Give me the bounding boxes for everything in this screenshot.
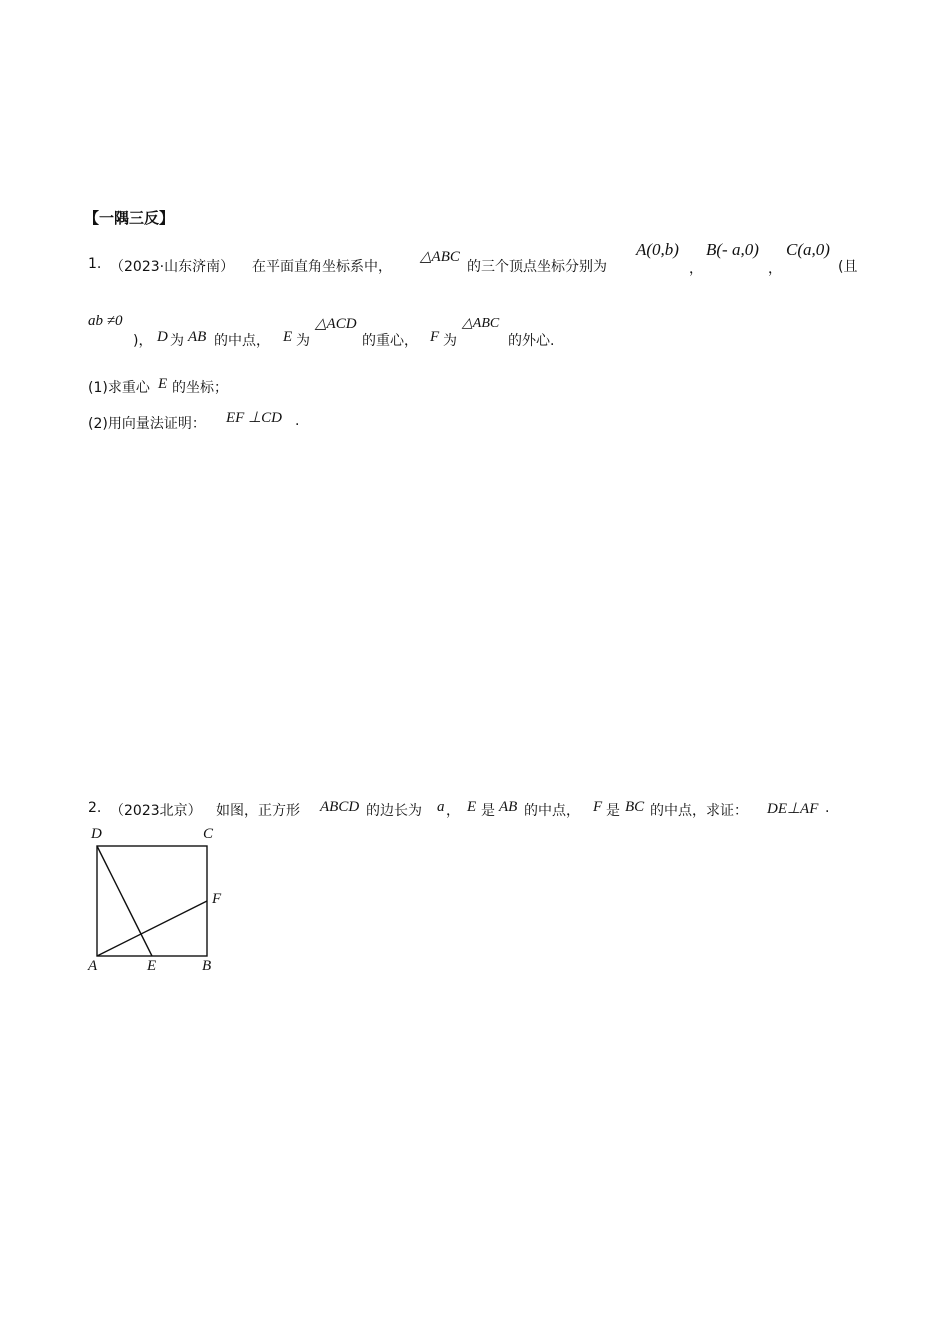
question-number: 1. bbox=[88, 256, 102, 272]
math-var-f: F bbox=[593, 799, 603, 815]
math-var-f: F bbox=[430, 329, 440, 345]
vertex-label-c: C bbox=[203, 826, 214, 842]
math-seg-ab: AB bbox=[188, 329, 207, 345]
question-text: 的中点， bbox=[524, 803, 580, 819]
math-var-e: E bbox=[467, 799, 477, 815]
square-abcd bbox=[97, 846, 207, 956]
punctuation: . bbox=[295, 413, 300, 429]
math-perpendicular-claim: EF ⊥CD bbox=[226, 410, 282, 426]
question-text: 为 bbox=[170, 333, 184, 349]
punctuation: . bbox=[825, 800, 830, 816]
math-seg-bc: BC bbox=[625, 799, 645, 815]
math-condition: ab ≠0 bbox=[88, 313, 123, 329]
section-heading: 【一隅三反】 bbox=[84, 209, 175, 227]
segment-de bbox=[97, 846, 152, 956]
question-text: 的边长为 bbox=[366, 803, 422, 819]
math-var-d: D bbox=[157, 329, 168, 345]
math-point-a: A(0,b) bbox=[636, 240, 679, 259]
question-text: 的三个顶点坐标分别为 bbox=[467, 259, 607, 275]
question-source: （2023·山东济南） bbox=[110, 259, 235, 275]
punctuation: ， bbox=[768, 261, 782, 277]
math-triangle-acd: △ACD bbox=[315, 316, 357, 332]
math-triangle-abc: △ABC bbox=[462, 316, 500, 331]
math-square-abcd: ABCD bbox=[320, 799, 360, 815]
question-text: ， bbox=[446, 803, 460, 819]
question-text: 是 bbox=[481, 803, 495, 819]
question-number: 2. bbox=[88, 800, 102, 816]
math-seg-ab: AB bbox=[499, 799, 518, 815]
question-text: 的中点，求证： bbox=[650, 803, 748, 819]
vertex-label-a: A bbox=[88, 958, 98, 974]
subquestion-1: (1)求重心 bbox=[88, 380, 150, 396]
question-text: 的中点， bbox=[214, 333, 270, 349]
question-text: 是 bbox=[606, 803, 620, 819]
math-var-a: a bbox=[437, 799, 445, 815]
question-text: 的外心. bbox=[508, 333, 555, 349]
question-text: 为 bbox=[296, 333, 310, 349]
punctuation: ， bbox=[689, 261, 703, 277]
math-point-c: C(a,0) bbox=[786, 240, 830, 259]
vertex-label-b: B bbox=[202, 958, 212, 974]
math-var-e: E bbox=[158, 376, 168, 392]
subquestion-1: 的坐标； bbox=[172, 380, 228, 396]
math-var-e: E bbox=[283, 329, 293, 345]
question-text: 如图，正方形 bbox=[216, 803, 300, 819]
question-text: 在平面直角坐标系中， bbox=[252, 259, 392, 275]
segment-af bbox=[97, 901, 207, 956]
vertex-label-d: D bbox=[91, 826, 102, 842]
question-text: 的重心， bbox=[362, 333, 418, 349]
question-text: )， bbox=[133, 333, 153, 349]
point-label-f: F bbox=[212, 891, 222, 907]
subquestion-2: (2)用向量法证明： bbox=[88, 416, 206, 432]
question-source: （2023北京） bbox=[110, 803, 202, 819]
math-claim: DE⊥AF bbox=[767, 801, 819, 817]
math-point-b: B(- a,0) bbox=[706, 240, 759, 259]
question-text: (且 bbox=[838, 259, 858, 275]
question-text: 为 bbox=[443, 333, 457, 349]
math-triangle-abc: △ABC bbox=[420, 249, 460, 265]
point-label-e: E bbox=[147, 958, 157, 974]
